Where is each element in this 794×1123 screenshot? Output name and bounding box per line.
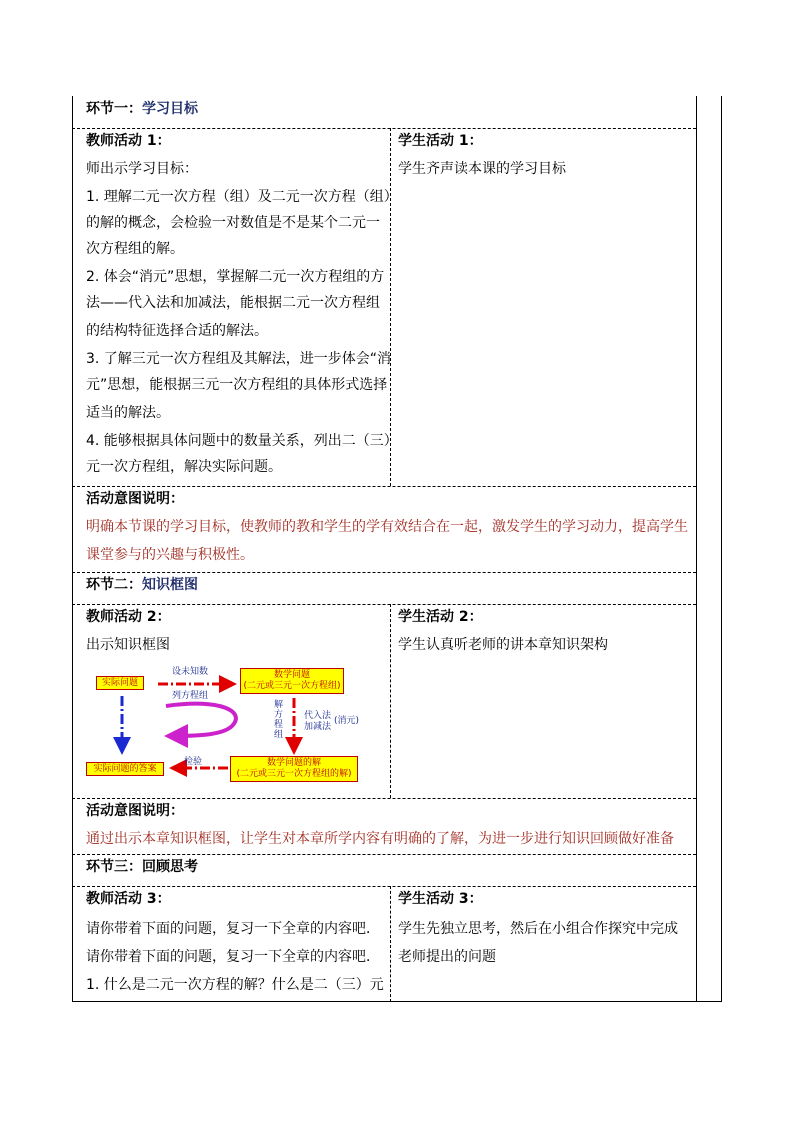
intent-1-line: 明确本节课的学习目标，使教师的教和学生的学有效结合在一起，激发学生的学习动力，提高学生 (86, 519, 688, 535)
math-solution-line2: (二元或三元一次方程组的解) (236, 769, 352, 779)
section-1-title (86, 96, 198, 122)
solve-char: 组 (274, 730, 284, 740)
label-set-unknown: 设未知数 (172, 667, 209, 677)
teacher-line: 次方程组的解。 (86, 241, 184, 257)
student-activity-2-label: 学生活动 2： (398, 609, 483, 625)
label-eliminate: (消元) (334, 716, 360, 726)
teacher-activity-2-text: 出示知识框图 (86, 637, 170, 653)
teacher-line: 适当的解法。 (86, 405, 170, 421)
student-3-line: 老师提出的问题 (398, 949, 496, 965)
student-activity-1-text: 学生齐声读本课的学习目标 (398, 161, 566, 177)
label-list-equations: 列方程组 (172, 691, 209, 701)
teacher-line: 法——代入法和加减法，能根据二元一次方程组 (86, 295, 380, 311)
math-problem-line1: 数学问题 (273, 670, 310, 680)
lesson-table (72, 96, 722, 1002)
student-3-line: 学生先独立思考，然后在小组合作探究中完成 (398, 921, 678, 937)
box-math-solution (230, 756, 358, 782)
teacher-3-line: 请你带着下面的问题，复习一下全章的内容吧． (86, 949, 380, 965)
right-column-line (696, 96, 697, 1002)
box-math-problem (240, 668, 344, 694)
student-activity-1-label: 学生活动 1： (398, 133, 483, 149)
middle-divider-2 (390, 604, 391, 798)
teacher-3-line: 请你带着下面的问题，复习一下全章的内容吧． (86, 921, 380, 937)
label-elimination: 加减法 (304, 722, 332, 732)
teacher-line: 师出示学习目标： (86, 161, 198, 177)
intent-2-text: 通过出示本章知识框图，让学生对本章所学内容有明确的了解，为进一步进行知识回顾做好准备 (86, 831, 674, 847)
student-activity-3-label: 学生活动 3： (398, 891, 483, 907)
teacher-activity-2-label: 教师活动 2： (86, 609, 171, 625)
section-1-prefix: 环节一： (86, 101, 142, 117)
teacher-activity-1-label: 教师活动 1： (86, 133, 171, 149)
section-2-title (86, 572, 198, 598)
teacher-line: 元一次方程组，解决实际问题。 (86, 459, 282, 475)
math-solution-line1: 数学问题的解 (266, 758, 321, 768)
box-real-problem: 实际问题 (96, 676, 144, 690)
teacher-line: 1. 理解二元一次方程（组）及二元一次方程（组） (86, 189, 398, 205)
solve-char: 解 (274, 700, 284, 710)
solve-char: 程 (274, 720, 284, 730)
teacher-line: 2. 体会“消元”思想，掌握解二元一次方程组的方 (86, 269, 385, 285)
solve-char: 方 (274, 710, 284, 720)
teacher-3-line: 1. 什么是二元一次方程的解？什么是二（三）元 (86, 977, 384, 993)
section-1-main: 学习目标 (142, 101, 198, 117)
knowledge-diagram (72, 662, 390, 794)
section-2-prefix: 环节二： (86, 577, 142, 593)
teacher-activity-3-label: 教师活动 3： (86, 891, 171, 907)
section-3-prefix: 环节三： (86, 859, 142, 875)
teacher-line: 3. 了解三元一次方程组及其解法，进一步体会“消 (86, 351, 392, 367)
section-2-main: 知识框图 (142, 577, 198, 593)
section-3-main: 回顾思考 (142, 859, 198, 875)
label-substitution: 代入法 (304, 711, 332, 721)
intent-1-label: 活动意图说明： (86, 491, 184, 507)
teacher-line: 的结构特征选择合适的解法。 (86, 323, 268, 339)
intent-2-label: 活动意图说明： (86, 803, 184, 819)
box-real-answer: 实际问题的答案 (86, 762, 164, 776)
curved-arrow (166, 704, 236, 736)
middle-divider-3 (390, 886, 391, 1002)
section-3-title (86, 854, 198, 880)
intent-1-line: 课堂参与的兴趣与积极性。 (86, 547, 254, 563)
math-problem-line2: (二元或三元一次方程组) (243, 681, 341, 691)
teacher-line: 的解的概念，会检验一对数值是不是某个二元一 (86, 215, 380, 231)
teacher-line: 元”思想，能根据三元一次方程组的具体形式选择 (86, 377, 388, 393)
teacher-line: 4. 能够根据具体问题中的数量关系，列出二（三） (86, 433, 398, 449)
label-solve (274, 700, 283, 740)
label-check: 检验 (184, 757, 203, 767)
student-activity-2-text: 学生认真听老师的讲本章知识架构 (398, 637, 608, 653)
